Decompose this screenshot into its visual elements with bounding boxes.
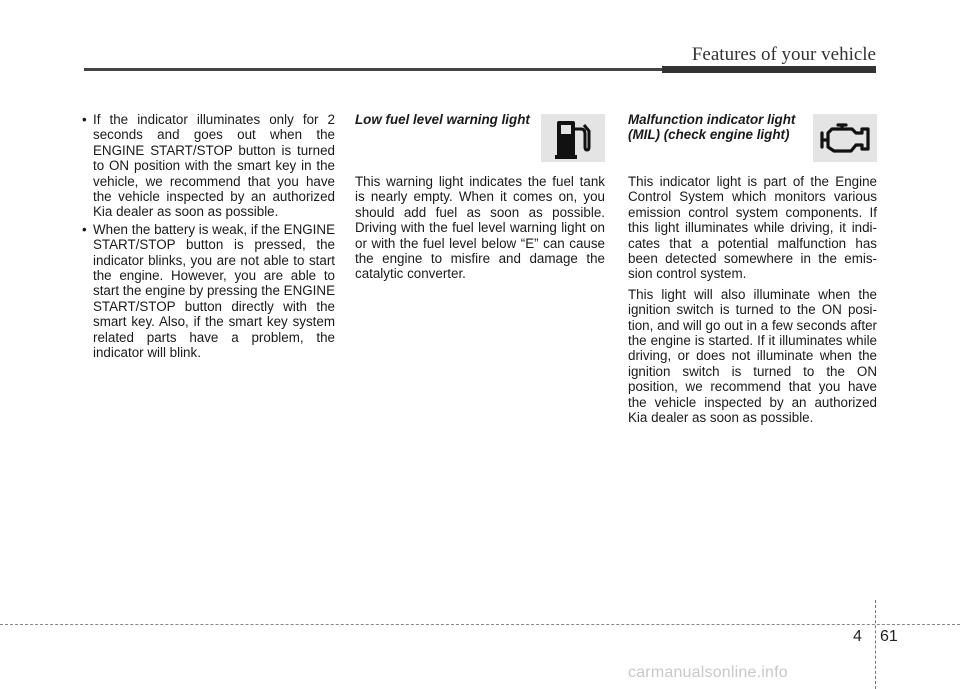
watermark: carmanualsonline.info [628,664,788,681]
section-title-line: Malfunction indicator light [628,112,796,127]
section-header [628,112,877,174]
section-paragraph: This indicator light is part of the Engine Control System which monitors various emission control system components. If this light illuminates while driving, it indi-cates that a potential malfunction has been detected somewhere in the emis-sion control system. [628,174,877,282]
section-header [355,112,605,174]
section-low-fuel [355,112,605,287]
section-paragraph: This light will also illuminate when the ignition switch is turned to the ON posi-tion, and will go out in a few seconds after the engine is started. If it illuminates while driving, or does not illuminate when the ignition switch is turned to the ON position, we recommend that you have the vehicle inspected by an authorized Kia dealer as soon as possible. [628,286,877,426]
page-number: 61 [880,628,898,645]
page-number-divider [875,600,876,689]
column-smart-key-notes [82,112,335,363]
fuel-pump-icon [541,114,605,162]
chapter-number: 4 [853,628,862,645]
section-title: Low fuel level warning light [355,112,530,127]
section-mil [628,112,877,431]
header-rule [84,68,662,71]
bullet-item: • If the indicator illuminates only for 2 seconds and goes out when the ENGINE START/STOP button is turned to ON position with the smart key in the vehicle, we recommend that you have the vehicle inspected by an authorized Kia dealer as soon as possible. [82,112,335,220]
bullet-item: • When the battery is weak, if the ENGINE START/STOP button is pressed, the indicator blinks, you are not able to start the engine. However, you are able to start the engine by pressing the ENGINE START/STOP button directly with the smart key. Also, if the smart key system related parts have a problem, the indicator will blink. [82,222,335,361]
bullet-list [82,112,335,361]
section-title-line: (MIL) (check engine light) [628,127,790,143]
header-rule-accent [662,66,876,73]
header-title: Features of your vehicle [691,44,876,65]
engine-icon [813,114,877,162]
section-body: This warning light indicates the fuel tank is nearly empty. When it comes on, you should add fuel as soon as possible. Driving with the fuel level warning light on or with the fuel level below “E” can cause the engine to misfire and damage the catalytic converter. [355,174,605,282]
footer-rule [0,624,960,625]
section-title [628,112,808,143]
